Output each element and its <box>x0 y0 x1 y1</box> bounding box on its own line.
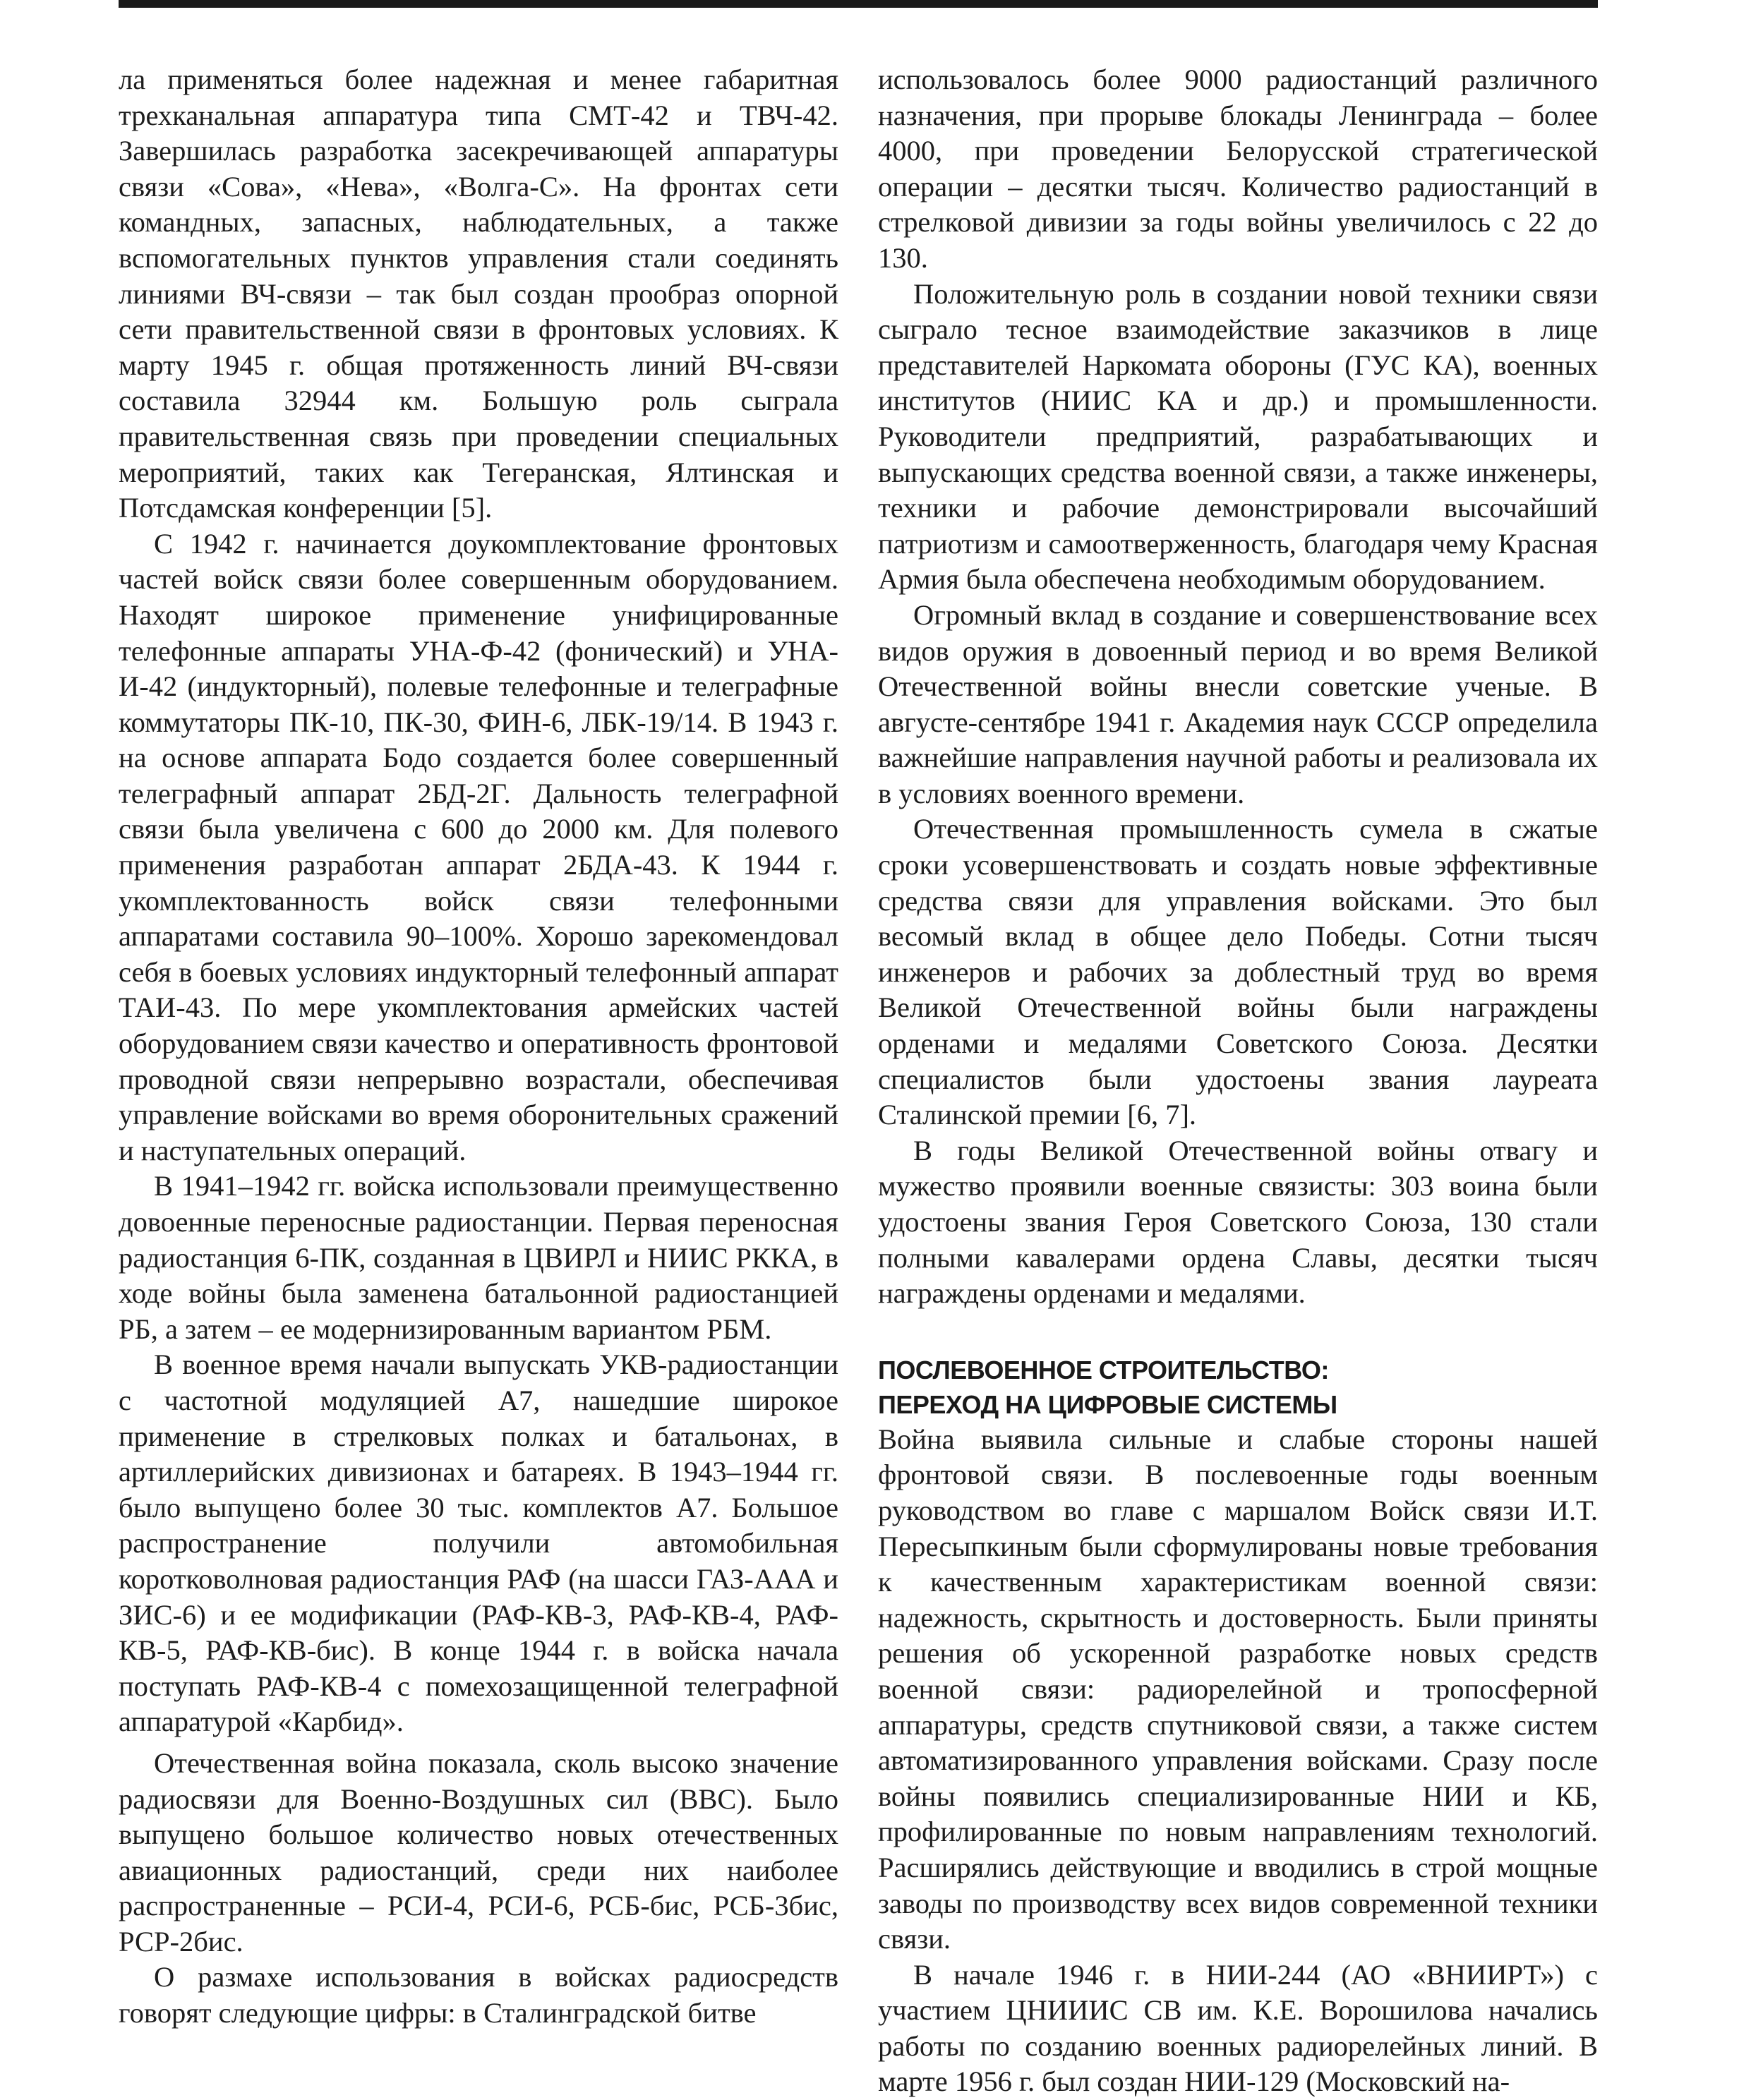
paragraph: Отечественная промышленность сумела в сжатые сроки усовершенствовать и создать новые эффективные средства связи для управления войсками. Это был весомый вклад в общее дело Победы. Сотни тысяч инженеров и рабочих за доблестный труд во время Великой Отечественной войны были награждены орденами и медалями Советского Союза. Десятки специалистов были удостоены звания лауреата Сталинской премии [6, 7]. <box>878 813 1598 1131</box>
paragraph: Положительную роль в создании новой техники связи сыграло тесное взаимодействие заказчиков в лице представителей Наркомата обороны (ГУС КА), военных институтов (НИИС КА и др.) и промышленности. Руководители предприятий, разрабатывающих и выпускающих средства военной связи, а также инженеры, техники и рабочие демонстрировали высочайший патриотизм и самоотверженность, благодаря чему Красная Армия была обеспечена необходимым оборудованием. <box>878 277 1598 596</box>
section-heading-line: ПЕРЕХОД НА ЦИФРОВЫЕ СИСТЕМЫ <box>878 1389 1337 1419</box>
section-heading-line: ПОСЛЕВОЕННОЕ СТРОИТЕЛЬСТВО: <box>878 1355 1329 1384</box>
paragraph: О размахе использования в войсках радиосредств говорят следующие цифры: в Сталинградской битве <box>119 1961 838 2029</box>
paragraph: Огромный вклад в создание и совершенствование всех видов оружия в довоенный период и во время Великой Отечественной войны внесли советские ученые. В августе-сентябре 1941 г. Академия наук СССР определила важнейшие направления научной работы и реализовала их в условиях военного времени. <box>878 598 1598 809</box>
paragraph: ла применяться более надежная и менее габаритная трехканальная аппаратура типа СМТ-42 и ТВЧ-42. Завершилась разработка засекречивающей аппаратуры связи «Сова», «Нева», «Волга-С». На фронтах сети командных, запасных, наблюдательных, а также вспомогательных пунктов управления стали соединять линиями ВЧ-связи – так был создан прообраз опорной сети правительственной связи в фронтовых условиях. К марту 1945 г. общая протяженность линий ВЧ-связи составила 32944 км. Большую роль сыграла правительственная связь при проведении специальных мероприятий, таких как Тегеранская, Ялтинская и Потсдамская конференции [5]. <box>119 64 838 524</box>
paragraph: В военное время начали выпускать УКВ-радиостанции с частотной модуляцией А7, нашедшие широкое применение в стрелковых полках и батальонах, в артиллерийских дивизионах и батареях. В 1943–1944 гг. было выпущено более 30 тыс. комплектов А7. Большое распространение получили автомобильная коротковолновая радиостанция РАФ (на шасси ГАЗ-ААА и ЗИС-6) и ее модификации (РАФ-КВ-3, РАФ-КВ-4, РАФ-КВ-5, РАФ-КВ-бис). В конце 1944 г. в войска начала поступать РАФ-КВ-4 с помехозащищенной телеграфной аппаратурой «Карбид». <box>119 1348 838 1738</box>
paragraph: использовалось более 9000 радиостанций различного назначения, при прорыве блокады Ленинграда – более 4000, при проведении Белорусской стратегической операции – десятки тысяч. Количество радиостанций в стрелковой дивизии за годы войны увеличилось с 22 до 130. <box>878 64 1598 274</box>
paragraph: В начале 1946 г. в НИИ-244 (АО «ВНИИРТ») с участием ЦНИИИС СВ им. К.Е. Ворошилова начались работы по созданию военных радиорелейных линий. В марте 1956 г. был создан НИИ-129 (Московский на- <box>878 1958 1598 2098</box>
section-heading <box>878 1353 1598 1422</box>
paragraph: В 1941–1942 гг. войска использовали преимущественно довоенные переносные радиостанции. Первая переносная радиостанция 6-ПК, созданная в ЦВИРЛ и НИИС РККА, в ходе войны была заменена батальонной радиостанцией РБ, а затем – ее модернизированным вариантом РБМ. <box>119 1170 838 1345</box>
top-rule <box>119 0 1598 8</box>
paragraph: Отечественная война показала, сколь высоко значение радиосвязи для Военно-Воздушных сил (ВВС). Было выпущено большое количество новых отечественных авиационных радиостанций, среди них наиболее распространенные – РСИ-4, РСИ-6, РСБ-бис, РСБ-3бис, РСР-2бис. <box>119 1746 838 1957</box>
paragraph: В годы Великой Отечественной войны отвагу и мужество проявили военные связисты: 303 воина были удостоены звания Героя Советского Союза, 130 стали полными кавалерами ордена Славы, десятки тысяч награждены орденами и медалями. <box>878 1134 1598 1310</box>
left-column <box>119 62 838 2032</box>
right-column <box>878 62 1598 2100</box>
paragraph: С 1942 г. начинается доукомплектование фронтовых частей войск связи более совершенным оборудованием. Находят широкое применение унифицированные телефонные аппараты УНА-Ф-42 (фонический) и УНА-И-42 (индукторный), полевые телефонные и телеграфные коммутаторы ПК-10, ПК-30, ФИН-6, ЛБК-19/14. В 1943 г. на основе аппарата Бодо создается более совершенный телеграфный аппарат 2БД-2Г. Дальность телеграфной связи была увеличена с 600 до 2000 км. Для полевого применения разработан аппарат 2БДА-43. К 1944 г. укомплектованность войск связи телефонными аппаратами составила 90–100%. Хорошо зарекомендовал себя в боевых условиях индукторный телефонный аппарат ТАИ-43. По мере укомплектования армейских частей оборудованием связи качество и оперативность фронтовой проводной связи непрерывно возрастали, обеспечивая управление войсками во время оборонительных сражений и наступательных операций. <box>119 527 838 1166</box>
paragraph: Война выявила сильные и слабые стороны нашей фронтовой связи. В послевоенные годы военным руководством во главе с маршалом Войск связи И.Т. Пересыпкиным были сформулированы новые требования к качественным характеристикам военной связи: надежность, скрытность и достоверность. Были приняты решения об ускоренной разработке новых средств военной связи: радиорелейной и тропосферной аппаратуры, средств спутниковой связи, а также систем автоматизированного управления войсками. Сразу после войны появились специализированные НИИ и КБ, профилированные по новым направлениям технологий. Расширялись действующие и вводились в строй мощные заводы по производству всех видов современной техники связи. <box>878 1423 1598 1955</box>
